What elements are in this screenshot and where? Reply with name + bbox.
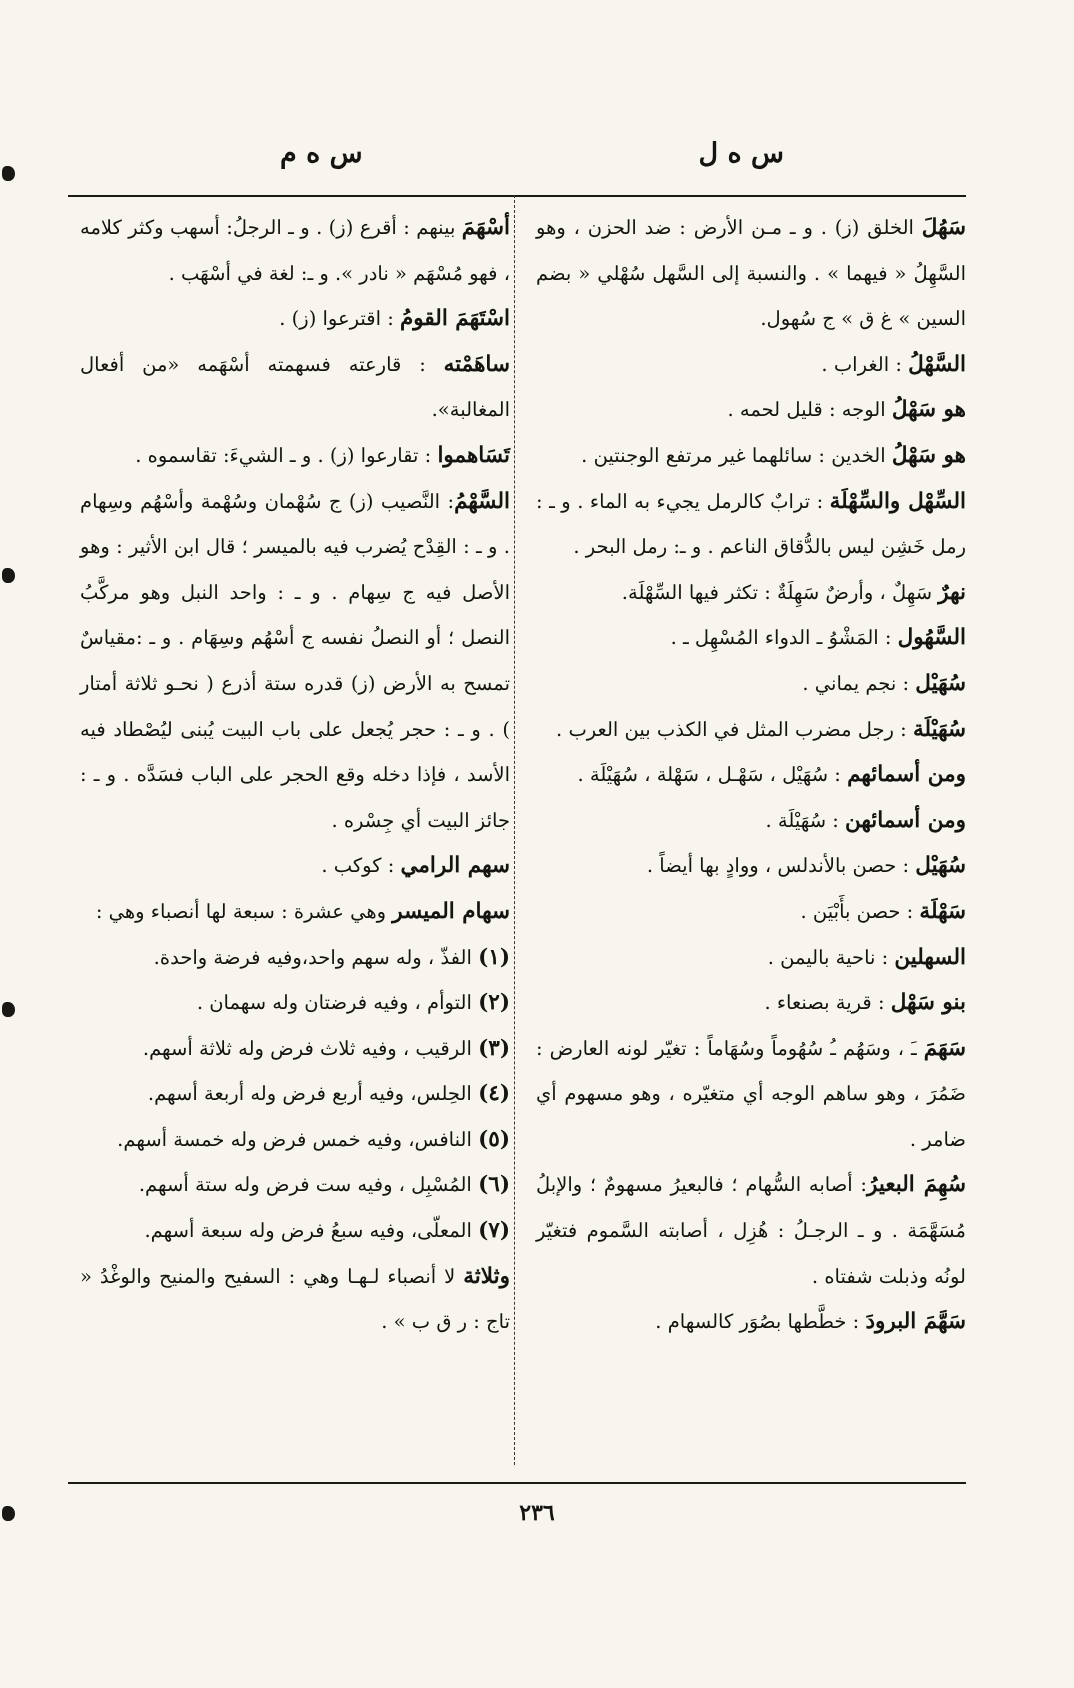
dictionary-entry: [80, 843, 510, 889]
dictionary-entry: [536, 342, 966, 388]
entry-definition: : سُهَيْلَة .: [765, 808, 846, 832]
dictionary-entry: [536, 433, 966, 479]
entry-definition: الخدين : سائلهما غير مرتفع الوجنتين .: [581, 443, 892, 467]
entry-definition: : قرية بصنعاء .: [764, 991, 891, 1015]
root-header-right: س ه ل: [698, 138, 784, 169]
top-rule: [68, 195, 966, 197]
entry-definition: سَهِلٌ ، وأرضٌ سَهِلَةٌ : تكثر فيها السِّهْلَة.: [621, 580, 939, 604]
entry-headword: سُهَيْلَة: [912, 716, 966, 742]
dictionary-entry: [536, 1299, 966, 1345]
dictionary-entry: [536, 615, 966, 661]
entry-headword: (٦): [478, 1172, 510, 1198]
entry-headword: سُهَيْل: [915, 670, 966, 696]
entry-definition: الحِلس، وفيه أربع فرض وله أربعة أسهم.: [147, 1082, 479, 1106]
entry-headword: هو سَهْلُ: [891, 397, 966, 423]
entry-definition: : تقارعوا (ز) . و ـ الشيءَ: تقاسموه .: [135, 443, 438, 467]
dictionary-entry: [536, 707, 966, 753]
entry-definition: ـَ ، وسَهُم ـُ سُهُوماً وسُهَاماً : تغيّر لونه العارض : ضَمُرَ ، وهو ساهم الوجه أي متغيّره ، وهو مسهوم أي ضامر .: [536, 1036, 966, 1151]
entry-definition: النافس، وفيه خمس فرض وله خمسة أسهم.: [117, 1127, 479, 1151]
entry-headword: اسْتَهَمَ القومُ: [400, 306, 510, 332]
entry-headword: (٣): [478, 1035, 510, 1061]
dictionary-entry: [536, 387, 966, 433]
entry-definition: : النَّصيب (ز) ج سُهْمان وسُهْمة وأسْهُم وسِهام . و ـ : القِدْح يُضرب فيه بالميسر ؛ قال ابن الأثير : وهو الأصل فيه ج سِهام . و ـ : واحد النبل وهو مركَّبُ النصل ؛ أو النصلُ نفسه ج أسْهُم وسِهَام . و ـ :مقياسٌ تمسح به الأرض (ز) قدره ستة أذرع ( نحـو ثلاثة أمتار ) . و ـ : حجر يُجعل على باب البيت يُبنى ليُصْطاد فيه الأسد ، فإذا دخله وقع الحجر على الباب فسَدَّه . و ـ : جائز البيت أي جِسْره .: [80, 489, 510, 832]
entry-headword: سُهَيْل: [915, 853, 966, 879]
scan-mark: [2, 166, 15, 181]
entry-headword: سَهْلَة: [919, 898, 966, 924]
entry-definition: الرقيب ، وفيه ثلاث فرض وله ثلاثة أسهم.: [142, 1036, 479, 1060]
entry-definition: الوجه : قليل لحمه .: [727, 398, 892, 422]
entry-headword: سهام الميسر: [392, 898, 510, 924]
entry-definition: : الغراب .: [821, 352, 909, 376]
entry-headword: السَّهُول: [897, 625, 966, 651]
entry-headword: السهلين: [894, 944, 966, 970]
entry-definition: : حصن بالأندلس ، ووادٍ بها أيضاً .: [646, 854, 916, 878]
entry-definition: : رجل مضرب المثل في الكذب بين العرب .: [556, 717, 913, 741]
entry-headword: بنو سَهْل: [890, 990, 966, 1016]
scan-mark: [2, 1002, 15, 1017]
dictionary-entry: [80, 205, 510, 296]
entry-headword: (٥): [478, 1126, 510, 1152]
dictionary-entry: [536, 798, 966, 844]
page-number: ٢٣٦: [519, 1500, 555, 1526]
bottom-rule: [68, 1482, 966, 1484]
entry-definition: بينهم : أقرع (ز) . و ـ الرجلُ: أسهب وكثر كلامه ، فهو مُسْهَم « نادر ». و ـ: لغة في أسْهَب .: [80, 216, 510, 285]
dictionary-entry: [536, 752, 966, 798]
dictionary-entry: [80, 433, 510, 479]
entry-headword: ومن أسمائهن: [845, 807, 966, 833]
dictionary-entry: [536, 980, 966, 1026]
dictionary-entry: [80, 1208, 510, 1254]
dictionary-entry: [80, 935, 510, 981]
entry-definition: المعلّى، وفيه سبعُ فرض وله سبعة أسهم.: [144, 1219, 479, 1243]
entry-headword: سُهِمَ البعيرُ: [866, 1172, 966, 1198]
entry-headword: السَّهْمُ: [454, 488, 510, 514]
entry-headword: السِّهْل والسِّهْلَة: [829, 488, 966, 514]
entry-definition: : المَشْوُ ـ الدواء المُسْهِل ـ .: [670, 626, 898, 650]
root-header-left: س ه م: [280, 138, 363, 169]
entry-headword: سَهُلَ: [921, 215, 966, 240]
dictionary-entry: [536, 1162, 966, 1299]
right-column: [536, 205, 966, 1345]
entry-definition: : سُهَيْل ، سَهْـل ، سَهْلة ، سُهَيْلَة .: [577, 763, 848, 787]
dictionary-entry: [536, 1026, 966, 1163]
dictionary-entry: [80, 980, 510, 1026]
dictionary-entry: [536, 570, 966, 616]
dictionary-entry: [80, 1254, 510, 1345]
dictionary-entry: [80, 1071, 510, 1117]
entry-definition: الخلق (ز) . و ـ مـن الأرض : ضد الحزن ، وهو السَّهِلُ « فيهما » . والنسبة إلى السَّهل سُهْلي « بضم السين » غ ق » ج سُهول.: [536, 216, 966, 331]
entry-headword: تَسَاهموا: [437, 442, 510, 468]
entry-definition: : ترابٌ كالرمل يجيء به الماء . و ـ : رمل خَشِن ليس بالدُّقاق الناعم . و ـ: رمل البحر .: [536, 489, 966, 559]
entry-headword: ساهَمْته: [443, 351, 510, 377]
entry-definition: : قارعته فسهمته أسْهَمه «من أفعال المغالبة».: [80, 352, 510, 422]
entry-definition: الفذّ ، وله سهم واحد،وفيه فرضة واحدة.: [153, 945, 479, 969]
entry-headword: وثلاثة: [463, 1263, 510, 1289]
entry-definition: : اقترعوا (ز) .: [279, 307, 400, 331]
left-column: [80, 205, 510, 1345]
entry-definition: : كوكب .: [321, 854, 401, 878]
dictionary-entry: [80, 1026, 510, 1072]
scan-mark: [2, 568, 15, 583]
dictionary-entry: [536, 935, 966, 981]
dictionary-entry: [80, 296, 510, 342]
dictionary-entry: [80, 889, 510, 935]
entry-headword: نهرٌ: [938, 579, 966, 605]
entry-definition: لا أنصباء لـهـا وهي : السفيح والمنيح والوغْدُ « تاج : ر ق ب » .: [80, 1264, 510, 1334]
entry-definition: : ناحية باليمن .: [767, 945, 895, 969]
dictionary-entry: [80, 1117, 510, 1163]
dictionary-entry: [536, 661, 966, 707]
scan-mark: [2, 1506, 15, 1521]
entry-definition: : حصن بأَبْيَن .: [800, 899, 920, 923]
entry-headword: ومن أسمائهم: [847, 762, 966, 788]
dictionary-entry: [80, 1162, 510, 1208]
entry-headword: (٢): [478, 990, 510, 1016]
dictionary-entry: [80, 479, 510, 844]
column-divider: [514, 195, 515, 1465]
entry-headword: السَّهْلُ: [908, 351, 966, 377]
entry-headword: سَهَمَ: [923, 1035, 966, 1061]
dictionary-entry: [80, 342, 510, 433]
entry-headword: هو سَهْلُ: [891, 442, 966, 468]
entry-definition: : نجم يماني .: [802, 671, 916, 695]
entry-headword: سهم الرامي: [400, 853, 510, 879]
entry-headword: (١): [478, 944, 510, 970]
entry-definition: : أصابه السُّهام ؛ فالبعيرُ مسهومٌ ؛ والإبلُ مُسَهَّمَة . و ـ الرجـلُ : هُزِل ، أصابته السَّموم فتغيّر لونُه وذبلت شفتاه .: [536, 1173, 966, 1288]
entry-definition: المُسْبِل ، وفيه ست فرض وله ستة أسهم.: [138, 1173, 479, 1197]
dictionary-entry: [536, 889, 966, 935]
dictionary-entry: [536, 843, 966, 889]
entry-headword: أسْهَمَ: [461, 215, 510, 240]
dictionary-entry: [536, 479, 966, 570]
entry-headword: سَهَّمَ البرودَ: [865, 1309, 966, 1335]
entry-definition: التوأم ، وفيه فرضتان وله سهمان .: [196, 991, 479, 1015]
entry-definition: وهي عشرة : سبعة لها أنصباء وهي :: [95, 899, 393, 923]
entry-headword: (٤): [478, 1081, 510, 1107]
dictionary-entry: [536, 205, 966, 342]
entry-headword: (٧): [478, 1218, 510, 1244]
entry-definition: : خطَّطها بصُوَر كالسهام .: [655, 1310, 866, 1334]
